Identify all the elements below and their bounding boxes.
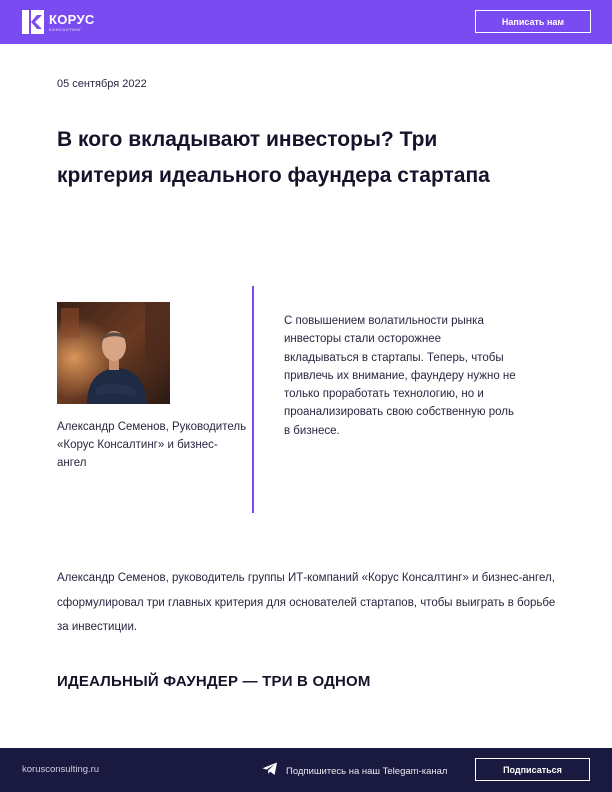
telegram-link[interactable]	[262, 762, 447, 781]
top-bar	[0, 0, 612, 44]
telegram-icon	[262, 762, 278, 781]
author-caption: Александр Семенов, Руководитель «Корус Консалтинг» и бизнес-ангел	[57, 421, 247, 469]
article-title: В кого вкладывают инвесторы? Три критерия идеального фаундера стартапа	[57, 128, 490, 187]
footer-bar	[0, 748, 612, 792]
subscribe-button[interactable]: Подписаться	[475, 758, 590, 781]
write-us-button[interactable]: Написать нам	[475, 10, 591, 33]
body-paragraph: Александр Семенов, руководитель группы ИТ-компаний «Корус Консалтинг» и бизнес-ангел, сформулировал три главных критерия для основателей стартапов, чтобы выиграть в борьбе за инвестиции.	[57, 572, 556, 633]
article-date: 05 сентября 2022	[57, 78, 147, 90]
author-photo	[57, 302, 170, 404]
quote-divider	[252, 286, 254, 513]
korus-logo-icon	[22, 10, 44, 34]
lead-paragraph: С повышением волатильности рынка инвесторы стали осторожнее вкладываться в стартапы. Теперь, чтобы привлечь их внимание, фаундеру нужно не только проработать технологию, но и проанализировать свою собственную роль в бизнесе.	[284, 315, 516, 437]
logo-subtitle: КОНСАЛТИНГ	[49, 26, 82, 32]
footer-site-link[interactable]: korusconsulting.ru	[22, 764, 100, 775]
korus-logo[interactable]	[22, 10, 95, 34]
section-heading: ИДЕАЛЬНЫЙ ФАУНДЕР — ТРИ В ОДНОМ	[57, 673, 371, 690]
logo-name: КОРУС	[49, 11, 95, 27]
telegram-text: Подпишитесь на наш Telegam-канал	[286, 766, 448, 777]
